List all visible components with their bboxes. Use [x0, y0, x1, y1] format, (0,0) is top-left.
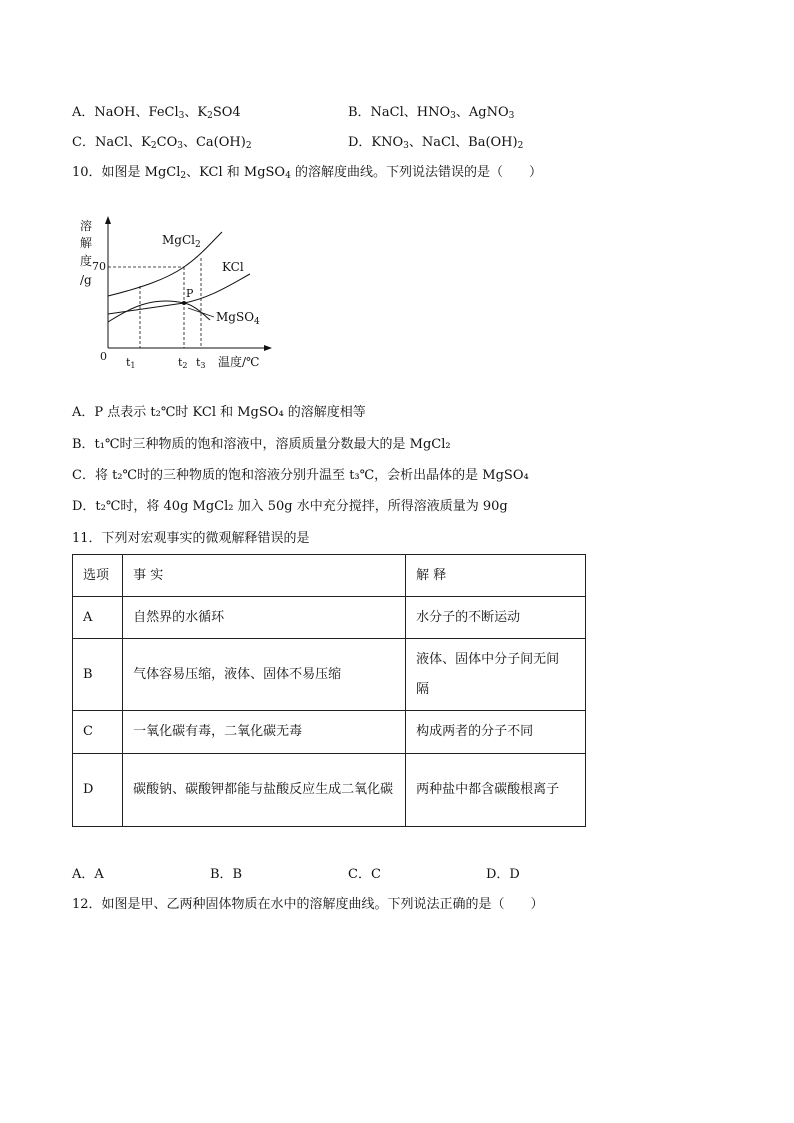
q10-option-b: B．t₁℃时三种物质的饱和溶液中，溶质质量分数最大的是 MgCl₂: [72, 437, 451, 452]
q11-table: [72, 554, 586, 827]
q11-option-a: A．A: [72, 867, 104, 882]
q10-option-c: C．将 t₂℃时的三种物质的饱和溶液分别升温至 t₃℃，会析出晶体的是 MgSO₄: [72, 468, 529, 483]
y-axis-arrow: [105, 216, 111, 224]
solubility-curve-figure: [70, 210, 280, 380]
y-axis-label-1: 溶: [80, 219, 93, 233]
row-fact: 气体容易压缩，液体、固体不易压缩: [123, 639, 406, 711]
q9-option-c: C．NaCl、$K_2CO_3$、$Ca(OH)_2$: [72, 135, 252, 151]
table-row: [73, 597, 586, 639]
row-fact: 一氧化碳有毒，二氧化碳无毒: [123, 711, 406, 754]
row-option: D: [73, 754, 123, 827]
tick-t1: t1: [126, 356, 136, 370]
row-explain: 构成两者的分子不同: [406, 711, 586, 754]
row-option: C: [73, 711, 123, 754]
y-axis-label-2: 解: [80, 236, 93, 250]
row-explain: 两种盐中都含碳酸根离子: [406, 754, 586, 827]
table-header-row: [73, 555, 586, 597]
q10-option-a: A．P 点表示 t₂℃时 KCl 和 MgSO₄ 的溶解度相等: [72, 405, 366, 420]
q11-option-b: B．B: [210, 867, 243, 882]
q10-stem: 10．如图是 MgCl$_2$、KCl 和 MgSO$_4$ 的溶解度曲线。下列说法错误的是（ ）: [72, 165, 542, 181]
q11-stem: 11．下列对宏观事实的微观解释错误的是: [72, 531, 310, 546]
y-axis-label-3: 度: [80, 254, 93, 268]
q11-option-c: C．C: [348, 867, 381, 882]
label-kcl: KCl: [222, 260, 244, 274]
table-row: [73, 639, 586, 711]
row-explain: 液体、固体中分子间无间隔: [406, 639, 586, 711]
label-mgcl2: MgCl$_2$: [162, 233, 201, 250]
label-p: P: [186, 287, 194, 300]
q12-stem: 12．如图是甲、乙两种固体物质在水中的溶解度曲线。下列说法正确的是（ ）: [72, 897, 544, 912]
header-explain: 解 释: [406, 555, 586, 597]
q9-option-b: B．NaCl、$HNO_3$、AgNO$_3$: [348, 105, 515, 121]
q9-option-d: D．$KNO_3$、NaCl、$Ba(OH)_2$: [348, 135, 524, 151]
row-fact: 自然界的水循环: [123, 597, 406, 639]
table-row: [73, 711, 586, 754]
x-axis-label: 温度/℃: [218, 355, 260, 369]
label-mgso4: MgSO$_4$: [216, 310, 260, 327]
q10-option-d: D．t₂℃时，将 40g MgCl₂ 加入 50g 水中充分搅拌，所得溶液质量为 90g: [72, 499, 508, 514]
header-option: 选项: [73, 555, 123, 597]
x-axis-arrow: [264, 345, 272, 351]
q11-option-d: D．D: [486, 867, 520, 882]
row-explain: 水分子的不断运动: [406, 597, 586, 639]
y-axis-label-4: /g: [80, 273, 92, 287]
tick-t2: t2: [178, 356, 188, 370]
y-tick-70: 70: [92, 260, 106, 273]
header-fact: 事 实: [123, 555, 406, 597]
row-option: A: [73, 597, 123, 639]
origin-label: 0: [100, 350, 107, 363]
tick-t3: t3: [196, 356, 206, 370]
table-row: [73, 754, 586, 827]
row-fact: 碳酸钠、碳酸钾都能与盐酸反应生成二氧化碳: [123, 754, 406, 827]
kcl-curve: [108, 274, 250, 314]
q9-option-a: A．NaOH、FeCl$_3$、$K_2SO4$: [72, 105, 241, 121]
point-p: [182, 301, 186, 305]
row-option: B: [73, 639, 123, 711]
